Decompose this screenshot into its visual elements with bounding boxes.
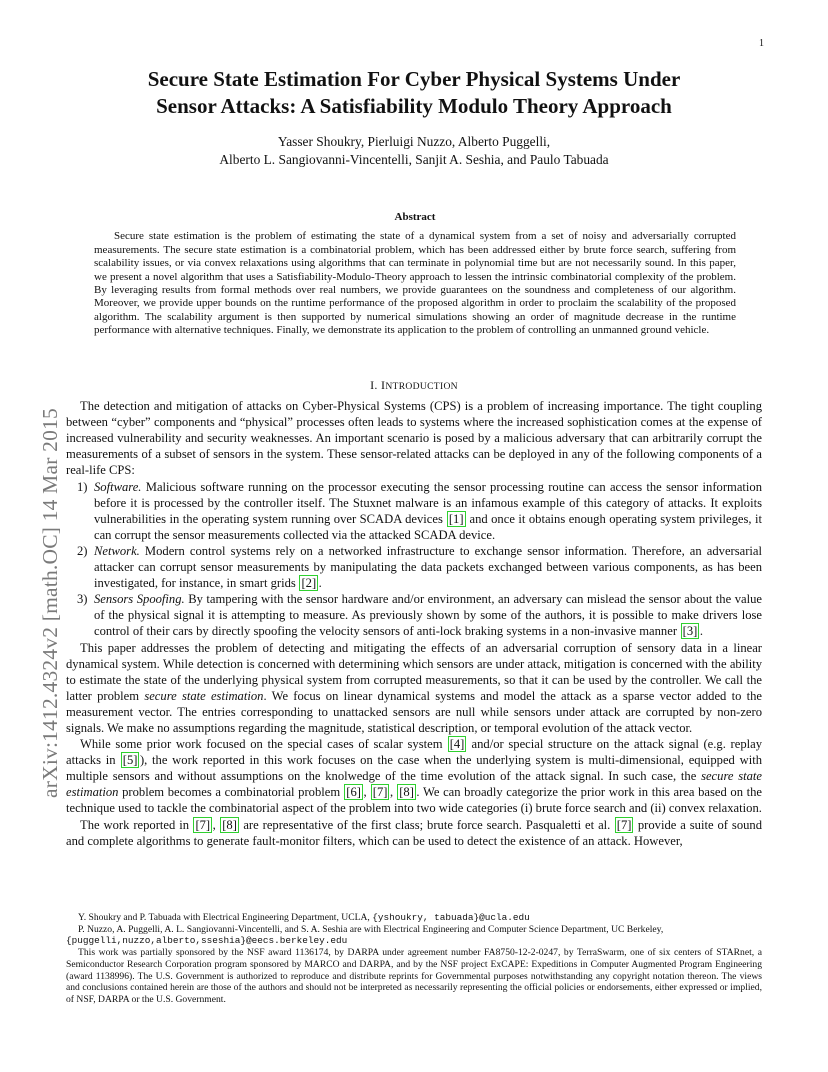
list-item-text: and once it obtains enough operating system privileges, it can corrupt the sensor measurements collected via the attacked SCADA device.: [94, 511, 763, 542]
citation-link[interactable]: [2]: [301, 576, 317, 591]
paper-title: [66, 66, 762, 120]
paragraph-text: ), the work reported in this work focuses on the case when the underlying system is multi-dimensional, equipped with multiple sensors and without assumptions on the knolwedge of the time evolution of the attack signal. In such case, the: [66, 753, 762, 784]
title-line-1: Secure State Estimation For Cyber Physical Systems Under: [147, 67, 681, 91]
paragraph-text: and/or special structure on the attack signal (e.g. replay attacks in: [66, 737, 762, 768]
list-item-text: .: [699, 624, 704, 639]
title-line-2: Sensor Attacks: A Satisfiability Modulo Theory Approach: [156, 94, 672, 118]
paragraph-text: . We focus on linear dynamical systems and model the attack as a sparse vector added to the measurement vector. The entries corresponding to unattacked sensors are null while sensors under attack are corrupted by non-zero signals. We make no assumptions regarding the magnitude, statistical description, or temporal evolution of the attack vector.: [66, 688, 762, 735]
separator: ,: [363, 785, 371, 800]
arxiv-side-stamp: arXiv:1412.4324v2 [math.OC] 14 Mar 2015: [38, 408, 62, 798]
emphasis-term: secure state estimation: [66, 769, 763, 800]
paragraph-text: are representative of the first class; brute force search. Pasqualetti et al.: [239, 817, 615, 832]
citation-link[interactable]: [7]: [372, 785, 388, 800]
list-item: [66, 591, 762, 639]
footnote-3: This work was partially sponsored by the NSF award 1136174, by DARPA under agreement number FA8750-12-2-0247, by TerraSwarm, one of six centers of STARnet, a Semiconductor Research Corporation program sponsored by MARCO and DARPA, and by the NSF project ExCAPE: Expeditions in Computer Augmented Program Engineering (award 1138996). The U.S. Government is authorized to reproduce and distribute reprints for Governmental purposes notwithstanding any copyright notation thereon. The views and conclusions contained herein are those of the authors and should not be interpreted as necessarily representing the official policies or endorsements, either expressed or implied, of NSF, DARPA or the U.S. Government.: [66, 947, 762, 1005]
abstract-heading: Abstract: [394, 211, 436, 223]
list-item: [66, 543, 762, 591]
paragraph-text: problem becomes a combinatorial problem: [118, 785, 344, 800]
footnote-text: Y. Shoukry and P. Tabuada with Electrical Engineering Department, UCLA,: [78, 912, 373, 923]
list-item-number: 2): [77, 543, 88, 558]
page-number: 1: [759, 38, 764, 49]
list-item-text: Modern control systems rely on a networked infrastructure to exchange sensor information. Therefore, an adversarial attacker can corrupt sensor measurements by manipulating the data packets exchanged between various components, as has been investigated, for instance, in smart grids: [94, 543, 762, 591]
paragraph-text: . We can broadly categorize the prior work in this area based on the technique used to tackle the combinatorial aspect of the problem into two wide categories (i) brute force search and (ii) convex relaxation.: [66, 785, 763, 816]
intro-paragraph-1: The detection and mitigation of attacks on Cyber-Physical Systems (CPS) is a problem of increasing importance. The tight coupling between “cyber” components and “physical” processes often leads to systems where the increased sophistication comes at the expense of increased vulnerability and security weaknesses. An important scenario is posed by a malicious adversary that can arbitrarily corrupt the measurements of a subset of sensors in the system. These sensor-related attacks can be deployed in any of the following components of a real-life CPS:: [66, 399, 762, 478]
paragraph-text: While some prior work focused on the special cases of scalar system: [80, 737, 448, 752]
section-heading-introduction: [66, 377, 762, 395]
paper-header: [66, 66, 762, 169]
list-item-term: Network.: [94, 543, 140, 558]
paragraph-text: The work reported in: [80, 817, 193, 832]
separator: ,: [212, 817, 220, 832]
abstract-block: [94, 211, 736, 338]
footnote-email[interactable]: {yshoukry, tabuada}@ucla.edu: [372, 912, 530, 923]
citation-link[interactable]: [7]: [616, 817, 632, 832]
list-item-term: Sensors Spoofing.: [94, 592, 185, 607]
footnote-text: P. Nuzzo, A. Puggelli, A. L. Sangiovanni-Vincentelli, and S. A. Seshia are with Electrical Engineering and Computer Science Department, UC Berkeley,: [78, 923, 664, 935]
paragraph-text: This paper addresses the problem of detecting and mitigating the effects of an adversarial corruption of sensory data in a linear dynamical system. While detection is concerned with determining which sensors are under attack, mitigation is concerned with the ability to estimate the state of the underlying physical system from corrupted measurements, so that it can be used by the controller. We call the latter problem: [66, 640, 762, 703]
authors-line-1: Yasser Shoukry, Pierluigi Nuzzo, Alberto Puggelli,: [277, 134, 551, 149]
section-numeral: I.: [370, 378, 378, 392]
list-item-number: 1): [77, 479, 88, 494]
footnote-1: [66, 912, 762, 924]
list-item: [66, 479, 762, 543]
emphasis-term: secure state estimation: [144, 688, 264, 703]
paragraph-text: provide a suite of sound and complete algorithms to generate fault-monitor filters, which can be used to detect the existence of an attack. However,: [66, 817, 763, 848]
attack-vector-list: [66, 479, 762, 640]
citation-link[interactable]: [6]: [346, 785, 361, 800]
footnote-email[interactable]: {puggelli,nuzzo,alberto,sseshia}@eecs.berkeley.edu: [66, 935, 348, 947]
citation-link[interactable]: [8]: [222, 817, 237, 832]
authors-line-2: Alberto L. Sangiovanni-Vincentelli, Sanjit A. Seshia, and Paulo Tabuada: [219, 152, 609, 167]
citation-link[interactable]: [4]: [449, 737, 465, 752]
citation-link[interactable]: [5]: [122, 753, 138, 768]
abstract-text: Secure state estimation is the problem of estimating the state of a dynamical system from a set of noisy and adversarially corrupted measurements. The secure state estimation is a combinatorial problem, which has been addressed either by brute force search, suffering from scalability issues, or via convex relaxations using algorithms that can terminate in polynomial time but are not necessarily sound. In this paper, we present a novel algorithm that uses a Satisfiability-Modulo-Theory approach to lessen the intrinsic combinatorial complexity of the problem. By leveraging results from formal methods over real numbers, we provide guarantees on the soundness and completeness of our algorithm. Moreover, we provide upper bounds on the runtime performance of the proposed algorithm in order to proclaim the scalability of the proposed algorithm. The scalability argument is then supported by numerical simulations showing an order of magnitude decrease in the runtime performance with alternative techniques. Finally, we demonstrate its application to the problem of controlling an unmanned ground vehicle.: [94, 230, 736, 337]
list-item-text: By tampering with the sensor hardware and/or environment, an adversary can mislead the sensor about the value of the physical signal it is attempting to measure. As previously shown by some of the authors, it is possible to make drivers lose control of their cars by directly spoofing the velocity sensors of anti-lock braking systems in a non-invasive manner: [94, 592, 763, 639]
list-item-term: Software.: [94, 479, 142, 494]
main-body: [66, 377, 762, 849]
list-item-number: 3): [77, 592, 88, 607]
footnotes-block: [66, 912, 762, 1006]
separator: ,: [389, 785, 397, 800]
intro-paragraph-2: [66, 640, 762, 737]
section-title-rest: NTRODUCTION: [385, 381, 458, 392]
citation-link[interactable]: [1]: [448, 511, 464, 526]
intro-paragraph-4: [66, 817, 762, 849]
list-item-text: .: [318, 576, 322, 591]
citation-link[interactable]: [7]: [195, 817, 211, 832]
author-list: [66, 133, 762, 169]
citation-link[interactable]: [8]: [399, 785, 414, 800]
intro-paragraph-3: [66, 736, 762, 816]
list-item-text: Malicious software running on the processor executing the sensor processing routine can access the sensor information before it is processed by the controller itself. The Stuxnet malware is an infamous example of this category of attacks. It exploits vulnerabilities in the operating system running over SCADA devices: [94, 479, 762, 526]
citation-link[interactable]: [3]: [682, 624, 698, 639]
section-title-first-letter: I: [381, 378, 386, 392]
footnote-2: [66, 924, 762, 947]
